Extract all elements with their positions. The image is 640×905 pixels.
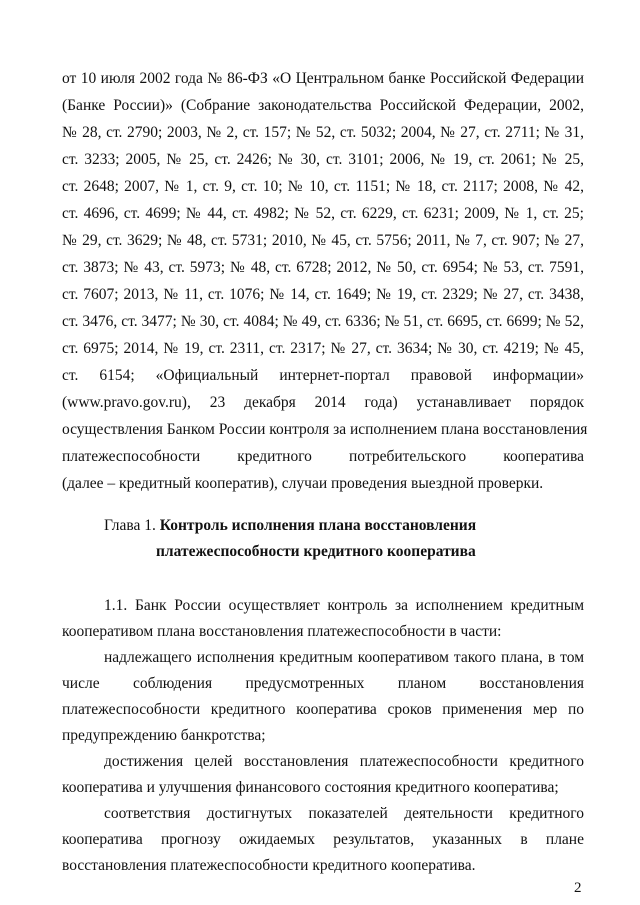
page-number: 2 bbox=[574, 880, 582, 896]
text-line: № 29, ст. 3629; № 48, ст. 5731; 2010, № 45, ст. 5756; 2011, № 7, ст. 907; № 27, bbox=[62, 232, 584, 249]
text-line: кооператива и улучшения финансового состояния кредитного кооператива; bbox=[62, 779, 559, 796]
text-line: соответствия достигнутых показателей деятельности кредитного bbox=[104, 805, 584, 822]
text-line: ст. 3476, ст. 3477; № 30, ст. 4084; № 49, ст. 6336; № 51, ст. 6695, ст. 6699; № 52, bbox=[62, 313, 584, 330]
chapter-title-line2: платежеспособности кредитного кооператива bbox=[156, 543, 476, 560]
text-line: восстановления платежеспособности кредитного кооператива. bbox=[62, 857, 476, 874]
text-line: осуществления Банком России контроля за исполнением плана восстановления bbox=[62, 421, 588, 438]
text-line: (Банке России)» (Собрание законодательства Российской Федерации, 2002, bbox=[62, 97, 584, 114]
text-line: кооперативом плана восстановления платежеспособности в части: bbox=[62, 623, 502, 640]
text-line: ст. 7607; 2013, № 11, ст. 1076; № 14, ст. 1649; № 19, ст. 2329; № 27, ст. 3438, bbox=[62, 286, 584, 303]
text-line: (далее – кредитный кооператив), случаи проведения выездной проверки. bbox=[62, 475, 544, 492]
text-line: ст. 6154; «Официальный интернет-портал правовой информации» bbox=[62, 367, 584, 384]
text-line: кооператива прогнозу ожидаемых результатов, указанных в плане bbox=[62, 831, 584, 848]
text-line: ст. 3233; 2005, № 25, ст. 2426; № 30, ст. 3101; 2006, № 19, ст. 2061; № 25, bbox=[62, 151, 584, 168]
text-line: числе соблюдения предусмотренных планом восстановления bbox=[62, 675, 584, 692]
chapter-title-line1: Контроль исполнения плана восстановления bbox=[159, 517, 477, 534]
text-line: ст. 2648; 2007, № 1, ст. 9, ст. 10; № 10, ст. 1151; № 18, ст. 2117; 2008, № 42, bbox=[62, 178, 584, 195]
text-line: надлежащего исполнения кредитным кооперативом такого плана, в том bbox=[104, 649, 584, 666]
text-line: платежеспособности кредитного потребительского кооператива bbox=[62, 448, 584, 465]
text-line: предупреждению банкротства; bbox=[62, 727, 266, 744]
text-line: ст. 4696, ст. 4699; № 44, ст. 4982; № 52, ст. 6229, ст. 6231; 2009, № 1, ст. 25; bbox=[62, 205, 584, 222]
chapter-heading bbox=[104, 516, 476, 536]
text-line: достижения целей восстановления платежеспособности кредитного bbox=[104, 753, 584, 770]
chapter-prefix: Глава 1. bbox=[104, 517, 160, 534]
text-line: от 10 июля 2002 года № 86-ФЗ «О Центральном банке Российской Федерации bbox=[62, 70, 584, 87]
chapter-heading-cont bbox=[156, 542, 476, 562]
text-line: № 28, ст. 2790; 2003, № 2, ст. 157; № 52, ст. 5032; 2004, № 27, ст. 2711; № 31, bbox=[62, 124, 584, 141]
text-line: ст. 6975; 2014, № 19, ст. 2311, ст. 2317; № 27, ст. 3634; № 30, ст. 4219; № 45, bbox=[62, 340, 584, 357]
text-line: (www.pravo.gov.ru), 23 декабря 2014 года) устанавливает порядок bbox=[62, 394, 584, 411]
text-line: платежеспособности кредитного кооператива сроков применения мер по bbox=[62, 701, 584, 718]
text-line: ст. 3873; № 43, ст. 5973; № 48, ст. 6728; 2012, № 50, ст. 6954; № 53, ст. 7591, bbox=[62, 259, 584, 276]
text-line: 1.1. Банк России осуществляет контроль за исполнением кредитным bbox=[104, 597, 584, 614]
